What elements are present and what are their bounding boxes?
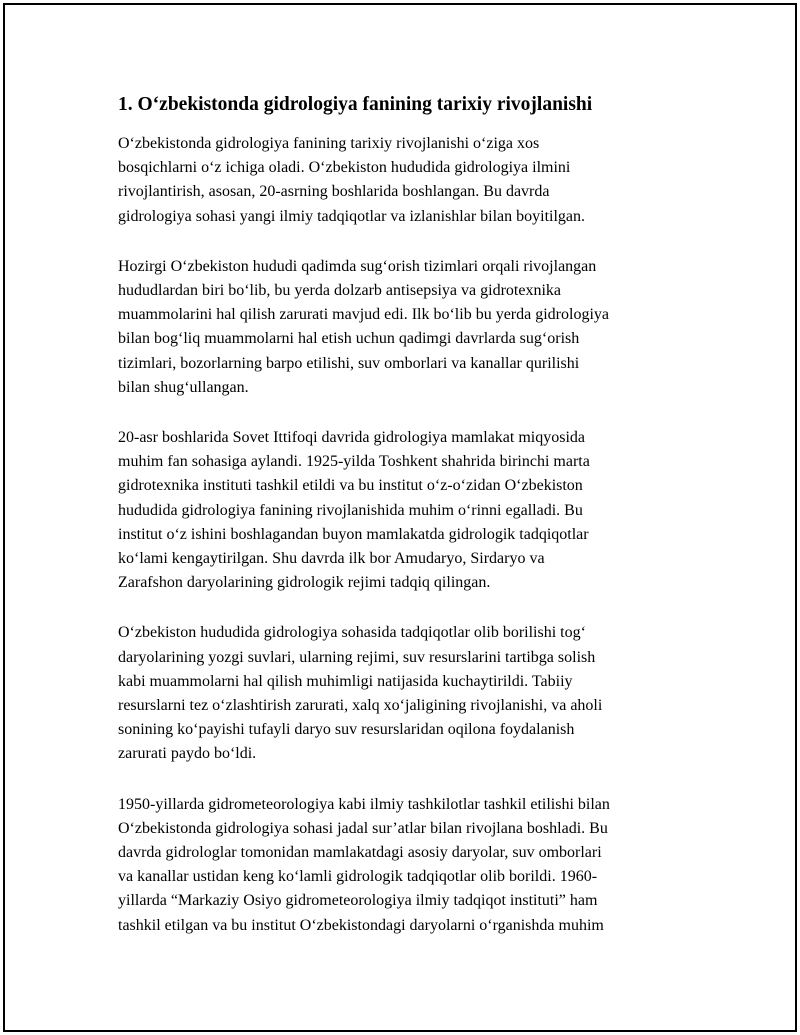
text-line: yillarda “Markaziy Osiyo gidrometeorologiya ilmiy tadqiqot instituti” ham [118, 892, 598, 910]
text-line: tizimlari, bozorlarning barpo etilishi, suv omborlari va kanallar qurilishi [118, 354, 580, 372]
text-line: ko‘lami kengaytirilgan. Shu davrda ilk bor Amudaryo, Sirdaryo va [118, 550, 545, 568]
text-line: gidrotexnika instituti tashkil etildi va bu institut o‘z-o‘zidan O‘zbekiston [118, 477, 583, 495]
text-line: muammolarini hal qilish zarurati mavjud edi. Ilk bo‘lib bu yerda gidrologiya [118, 306, 609, 324]
text-line: davrda gidrologlar tomonidan mamlakatdagi asosiy daryolar, suv omborlari [118, 844, 602, 862]
text-line: rivojlantirish, asosan, 20-asrning boshlarida boshlangan. Bu davrda [118, 183, 550, 201]
text-line: zarurati paydo bo‘ldi. [118, 745, 257, 763]
text-line: resurslarni tez o‘zlashtirish zarurati, xalq xo‘jaligining rivojlanishi, va aholi [118, 697, 603, 715]
text-line: hududlardan biri bo‘lib, bu yerda dolzarb antisepsiya va gidrotexnika [118, 282, 561, 300]
paragraph [118, 621, 688, 766]
text-line: bosqichlarni o‘z ichiga oladi. O‘zbekiston hududida gidrologiya ilmini [118, 159, 571, 177]
text-line: hududida gidrologiya fanining rivojlanishida muhim o‘rinni egalladi. Bu [118, 501, 583, 519]
paragraph [118, 255, 688, 400]
text-line: O‘zbekistonda gidrologiya sohasi jadal sur’atlar bilan rivojlana boshladi. Bu [118, 819, 608, 837]
section-heading: 1. O‘zbekistonda gidrologiya fanining tarixiy rivojlanishi [118, 94, 593, 115]
text-line: O‘zbekiston hududida gidrologiya sohasida tadqiqotlar olib borilishi tog‘ [118, 624, 586, 642]
text-line: Hozirgi O‘zbekiston hududi qadimda sug‘orish tizimlari orqali rivojlangan [118, 257, 597, 275]
text-line: tashkil etilgan va bu institut O‘zbekistondagi daryolarni o‘rganishda muhim [118, 916, 604, 934]
text-line: kabi muammolarni hal qilish muhimligi natijasida kuchaytirildi. Tabiiy [118, 672, 573, 690]
text-line: 1950-yillarda gidrometeorologiya kabi ilmiy tashkilotlar tashkil etilishi bilan [118, 795, 610, 813]
text-line: 20-asr boshlarida Sovet Ittifoqi davrida gidrologiya mamlakat miqyosida [118, 429, 586, 447]
text-line: institut o‘z ishini boshlagandan buyon mamlakatda gidrologik tadqiqotlar [118, 525, 589, 543]
paragraph [118, 426, 688, 595]
text-line: gidrologiya sohasi yangi ilmiy tadqiqotlar va izlanishlar bilan boyitilgan. [118, 207, 586, 225]
text-line: daryolarining yozgi suvlari, ularning rejimi, suv resurslarini tartibga solish [118, 648, 596, 666]
paragraph [118, 793, 688, 938]
text-line: muhim fan sohasiga aylandi. 1925-yilda Toshkent shahrida birinchi marta [118, 453, 590, 471]
text-line: va kanallar ustidan keng ko‘lamli gidrologik tadqiqotlar olib borildi. 1960- [118, 868, 598, 886]
text-line: Zarafshon daryolarining gidrologik rejimi tadqiq qilingan. [118, 574, 491, 592]
paragraph [118, 132, 688, 229]
text-line: bilan shug‘ullangan. [118, 378, 249, 396]
text-line: sonining ko‘payishi tufayli daryo suv resurslaridan oqilona foydalanish [118, 721, 575, 739]
document-body [118, 92, 688, 964]
text-line: O‘zbekistonda gidrologiya fanining tarixiy rivojlanishi o‘ziga xos [118, 135, 540, 152]
text-line: bilan bog‘liq muammolarni hal etish uchun qadimgi davrlarda sug‘orish [118, 330, 580, 348]
